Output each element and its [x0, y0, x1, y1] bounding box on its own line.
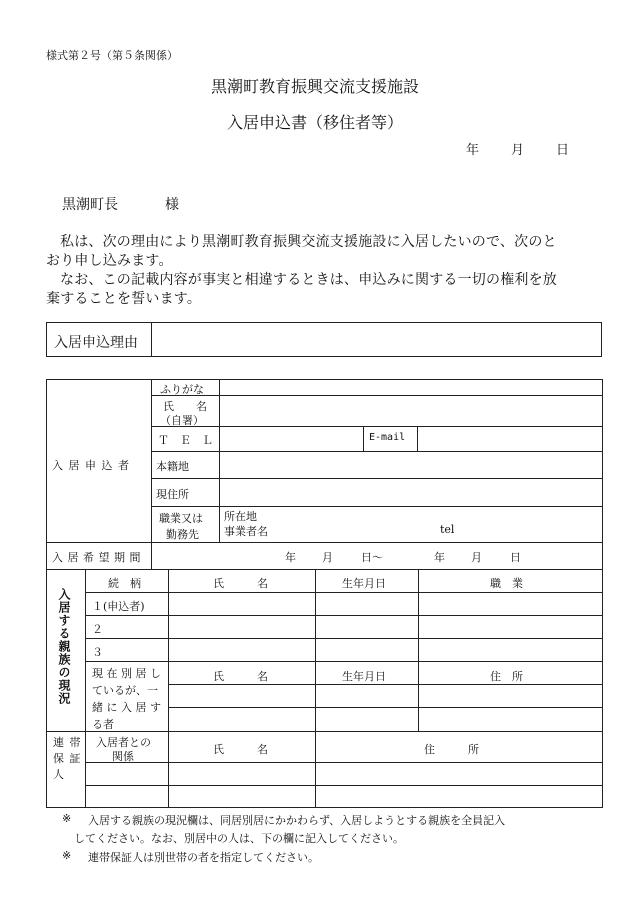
job-company-label: 事業者名: [224, 525, 268, 538]
date-day: 日: [556, 143, 570, 158]
sep-col-name: 氏 名: [213, 670, 268, 683]
para2-line2: 棄することを誓います。: [46, 291, 202, 307]
note1-line2: してください。なお、別居中の人は、下の欄に記入してください。: [74, 832, 404, 845]
period-label: 入 居 希 望 期 間: [52, 551, 141, 564]
guarantor-name-field[interactable]: [170, 764, 314, 784]
para2-line1: なお、この記載内容が事実と相違するときは、申込みに関する一切の権利を放: [60, 272, 557, 288]
period-month1: 月: [322, 551, 333, 564]
period-day1: 日～: [361, 551, 383, 564]
addressee-name: 黒潮町長: [62, 197, 118, 213]
period-day2: 日: [510, 551, 521, 564]
date-year: 年: [466, 143, 480, 158]
separate-label-3: 緒 に 入 居 す: [92, 701, 161, 714]
family-col-birth: 生年月日: [342, 577, 386, 590]
sep-col-birth: 生年月日: [342, 670, 386, 683]
family-row-2: ２: [92, 623, 103, 636]
family-row-2-name-field[interactable]: [170, 617, 314, 637]
reason-field[interactable]: [154, 325, 598, 354]
guarantor-label-2: 保 証: [53, 752, 82, 765]
family-row-3: ３: [92, 646, 103, 659]
addressee-honorific: 様: [165, 197, 179, 213]
guarantor-col-relation-2: 関係: [112, 750, 134, 763]
guarantor-col-name: 氏 名: [213, 743, 268, 756]
sep-col-address: 住 所: [490, 670, 523, 683]
tel-field[interactable]: [221, 428, 361, 450]
form-title: 入居申込書（移住者等）: [226, 113, 403, 132]
honseki-field[interactable]: [221, 453, 601, 477]
furigana-field[interactable]: [221, 381, 601, 394]
guarantor-col-relation-1: 入居者との: [96, 736, 151, 749]
note2: 連帯保証人は別世帯の者を指定してください。: [88, 851, 319, 864]
signature-label: （自署）: [160, 414, 204, 427]
para1-line1: 私は、次の理由により黒潮町教育振興交流支援施設に入居したいので、次のと: [60, 234, 557, 250]
family-col-name: 氏 名: [213, 577, 268, 590]
separate-label-2: ているが、一: [92, 684, 158, 697]
address-field[interactable]: [221, 480, 601, 505]
guarantor-label-3: 人: [53, 768, 64, 781]
family-row-3-name-field[interactable]: [170, 640, 314, 660]
name-field[interactable]: [221, 397, 601, 425]
job-tel-label: tel: [440, 523, 455, 536]
family-section-label: 入居する親族の現況: [57, 588, 71, 705]
form-number: 様式第２号（第５条関係）: [46, 49, 178, 62]
email-label: E-mail: [369, 432, 406, 443]
period-year1: 年: [285, 551, 296, 564]
guarantor-relation-field[interactable]: [87, 764, 167, 784]
reason-label: 入居申込理由: [54, 335, 138, 351]
para1-line2: おり申し込みます。: [46, 253, 173, 269]
separate-label-1: 現 在 別 居 し: [92, 667, 161, 680]
name-label: 氏 名: [163, 400, 207, 413]
address-label: 現住所: [156, 488, 189, 501]
email-field[interactable]: [419, 428, 601, 450]
guarantor-address-field[interactable]: [317, 764, 601, 784]
guarantor-label-1: 連 帯: [53, 736, 82, 749]
note2-mark: ※: [62, 849, 72, 862]
date-month: 月: [511, 143, 525, 158]
note1-line1: 入居する親族の現況欄は、同居別居にかかわらず、入居しようとする親族を全員記入: [88, 814, 506, 827]
period-month2: 月: [471, 551, 482, 564]
body-paragraph: [46, 233, 586, 309]
applicant-section-label: 入 居 申 込 者: [52, 459, 130, 472]
honseki-label: 本籍地: [156, 460, 189, 473]
job-location-label: 所在地: [224, 510, 257, 523]
family-row-1: １(申込者): [92, 600, 145, 613]
note1-mark: ※: [62, 812, 72, 825]
family-row-1-name-field[interactable]: [170, 594, 314, 614]
job-label-1: 職業又は: [159, 512, 203, 525]
family-col-relation: 続 柄: [108, 577, 141, 590]
job-label-2: 勤務先: [166, 528, 199, 541]
separate-label-4: る者: [92, 718, 114, 731]
guarantor-col-address: 住 所: [424, 743, 479, 756]
period-year2: 年: [434, 551, 445, 564]
tel-label: Ｔ Ｅ Ｌ: [158, 434, 213, 447]
facility-name: 黒潮町教育振興交流支援施設: [210, 77, 419, 96]
furigana-label: ふりがな: [160, 383, 204, 396]
family-col-job: 職 業: [490, 577, 523, 590]
